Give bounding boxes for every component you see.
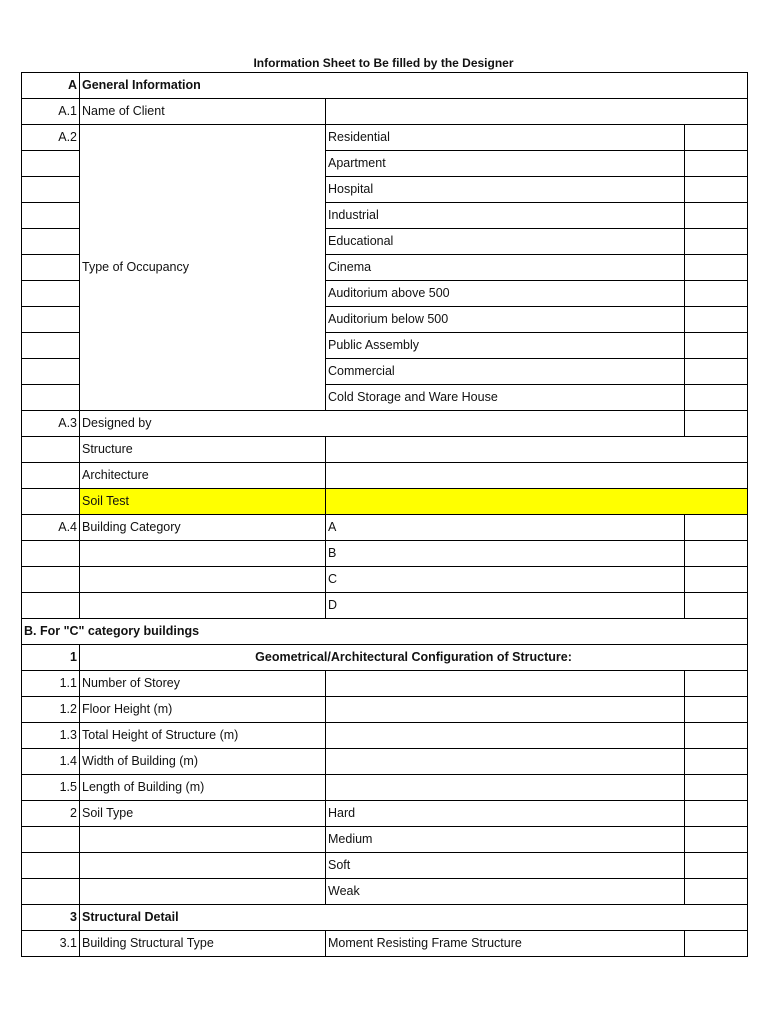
geometry-input-cell[interactable]: [326, 749, 685, 775]
geometry-number: 1.4: [22, 749, 80, 775]
geometry-label: Floor Height (m): [80, 697, 326, 723]
designer-structure-label: Structure: [80, 437, 326, 463]
designer-architecture-label: Architecture: [80, 463, 326, 489]
geometry-extra-cell[interactable]: [685, 723, 748, 749]
occupancy-option: Hospital: [326, 177, 685, 203]
occupancy-option: Educational: [326, 229, 685, 255]
soil-check-cell[interactable]: [685, 879, 748, 905]
designer-row: [22, 463, 748, 489]
geometry-label: Number of Storey: [80, 671, 326, 697]
geometry-number: 1.3: [22, 723, 80, 749]
sheet-title: Information Sheet to Be filled by the Designer: [253, 56, 514, 70]
occupancy-check-cell[interactable]: [685, 255, 748, 281]
geometry-number: 1.1: [22, 671, 80, 697]
occupancy-option: Public Assembly: [326, 333, 685, 359]
soil-option: Hard: [326, 801, 685, 827]
category-row: [22, 593, 748, 619]
s1-title: Geometrical/Architectural Configuration of Structure:: [80, 645, 748, 671]
blank-number-cell: [22, 593, 80, 619]
category-check-cell[interactable]: [685, 541, 748, 567]
category-check-cell[interactable]: [685, 515, 748, 541]
blank-label-cell: [80, 879, 326, 905]
a1-label: Name of Client: [80, 99, 326, 125]
client-name-input-cell[interactable]: [326, 99, 748, 125]
a2-number-blank: [22, 359, 80, 385]
s3-number: 3: [22, 905, 80, 931]
a2-number-blank: [22, 255, 80, 281]
section-a-number: A: [22, 73, 80, 99]
section-a-title: General Information: [80, 73, 748, 99]
s2-label: Soil Type: [80, 801, 326, 827]
category-row: [22, 541, 748, 567]
blank-number-cell: [22, 437, 80, 463]
a1-row: [22, 99, 748, 125]
geometry-extra-cell[interactable]: [685, 749, 748, 775]
section-a-row: [22, 73, 748, 99]
occupancy-check-cell[interactable]: [685, 229, 748, 255]
geometry-number: 1.5: [22, 775, 80, 801]
soil-check-cell[interactable]: [685, 801, 748, 827]
soil-option: Medium: [326, 827, 685, 853]
blank-number-cell: [22, 489, 80, 515]
geometry-row: [22, 697, 748, 723]
category-check-cell[interactable]: [685, 593, 748, 619]
a2-row: [22, 125, 748, 151]
geometry-row: [22, 749, 748, 775]
section-b-title: B. For "C" category buildings: [22, 619, 748, 645]
a4-number: A.4: [22, 515, 80, 541]
s31-label: Building Structural Type: [80, 931, 326, 957]
a2-label: Type of Occupancy: [80, 125, 326, 411]
geometry-extra-cell[interactable]: [685, 697, 748, 723]
s1-row: [22, 645, 748, 671]
geometry-extra-cell[interactable]: [685, 775, 748, 801]
geometry-input-cell[interactable]: [326, 775, 685, 801]
geometry-number: 1.2: [22, 697, 80, 723]
designer-architecture-input[interactable]: [326, 463, 748, 489]
occupancy-option: Apartment: [326, 151, 685, 177]
a2-number-blank: [22, 177, 80, 203]
s2-row: [22, 801, 748, 827]
occupancy-option: Commercial: [326, 359, 685, 385]
blank-number-cell: [22, 827, 80, 853]
occupancy-option: Auditorium below 500: [326, 307, 685, 333]
s3-title: Structural Detail: [80, 905, 748, 931]
occupancy-option: Cinema: [326, 255, 685, 281]
geometry-label: Total Height of Structure (m): [80, 723, 326, 749]
geometry-input-cell[interactable]: [326, 697, 685, 723]
blank-label-cell: [80, 827, 326, 853]
category-option: C: [326, 567, 685, 593]
soil-row: [22, 827, 748, 853]
occupancy-option: Industrial: [326, 203, 685, 229]
occupancy-option: Auditorium above 500: [326, 281, 685, 307]
a4-label: Building Category: [80, 515, 326, 541]
blank-number-cell: [22, 567, 80, 593]
designer-soil-test-input[interactable]: [326, 489, 748, 515]
occupancy-check-cell[interactable]: [685, 125, 748, 151]
a2-number-blank: [22, 229, 80, 255]
a3-row: [22, 411, 748, 437]
a4-row: [22, 515, 748, 541]
soil-option: Weak: [326, 879, 685, 905]
a2-number-blank: [22, 203, 80, 229]
s31-check-cell[interactable]: [685, 931, 748, 957]
occupancy-check-cell[interactable]: [685, 359, 748, 385]
category-option: D: [326, 593, 685, 619]
s2-number: 2: [22, 801, 80, 827]
blank-label-cell: [80, 593, 326, 619]
s31-value: Moment Resisting Frame Structure: [326, 931, 685, 957]
occupancy-check-cell[interactable]: [685, 177, 748, 203]
a3-input-cell[interactable]: [685, 411, 748, 437]
s31-row: [22, 931, 748, 957]
s3-row: [22, 905, 748, 931]
s1-number: 1: [22, 645, 80, 671]
geometry-input-cell[interactable]: [326, 671, 685, 697]
occupancy-option: Cold Storage and Ware House: [326, 385, 685, 411]
designer-row-highlighted: [22, 489, 748, 515]
a3-label: Designed by: [80, 411, 685, 437]
section-b-row: [22, 619, 748, 645]
a2-number: A.2: [22, 125, 80, 151]
blank-label-cell: [80, 853, 326, 879]
occupancy-check-cell[interactable]: [685, 151, 748, 177]
geometry-row: [22, 723, 748, 749]
information-sheet-table: [21, 72, 748, 957]
a2-number-blank: [22, 307, 80, 333]
a2-number-blank: [22, 281, 80, 307]
soil-option: Soft: [326, 853, 685, 879]
geometry-row: [22, 671, 748, 697]
geometry-label: Length of Building (m): [80, 775, 326, 801]
a3-number: A.3: [22, 411, 80, 437]
blank-label-cell: [80, 541, 326, 567]
soil-check-cell[interactable]: [685, 853, 748, 879]
designer-row: [22, 437, 748, 463]
occupancy-check-cell[interactable]: [685, 307, 748, 333]
geometry-label: Width of Building (m): [80, 749, 326, 775]
geometry-input-cell[interactable]: [326, 723, 685, 749]
blank-label-cell: [80, 567, 326, 593]
designer-soil-test-label: Soil Test: [80, 489, 326, 515]
a2-number-blank: [22, 385, 80, 411]
soil-row: [22, 853, 748, 879]
occupancy-check-cell[interactable]: [685, 203, 748, 229]
soil-row: [22, 879, 748, 905]
blank-number-cell: [22, 541, 80, 567]
blank-number-cell: [22, 879, 80, 905]
blank-number-cell: [22, 463, 80, 489]
occupancy-check-cell[interactable]: [685, 333, 748, 359]
category-option: A: [326, 515, 685, 541]
geometry-row: [22, 775, 748, 801]
a2-number-blank: [22, 151, 80, 177]
occupancy-check-cell[interactable]: [685, 385, 748, 411]
blank-number-cell: [22, 853, 80, 879]
s31-number: 3.1: [22, 931, 80, 957]
a2-number-blank: [22, 333, 80, 359]
category-row: [22, 567, 748, 593]
soil-check-cell[interactable]: [685, 827, 748, 853]
occupancy-option: Residential: [326, 125, 685, 151]
category-check-cell[interactable]: [685, 567, 748, 593]
category-option: B: [326, 541, 685, 567]
a1-number: A.1: [22, 99, 80, 125]
designer-structure-input[interactable]: [326, 437, 748, 463]
occupancy-check-cell[interactable]: [685, 281, 748, 307]
geometry-extra-cell[interactable]: [685, 671, 748, 697]
